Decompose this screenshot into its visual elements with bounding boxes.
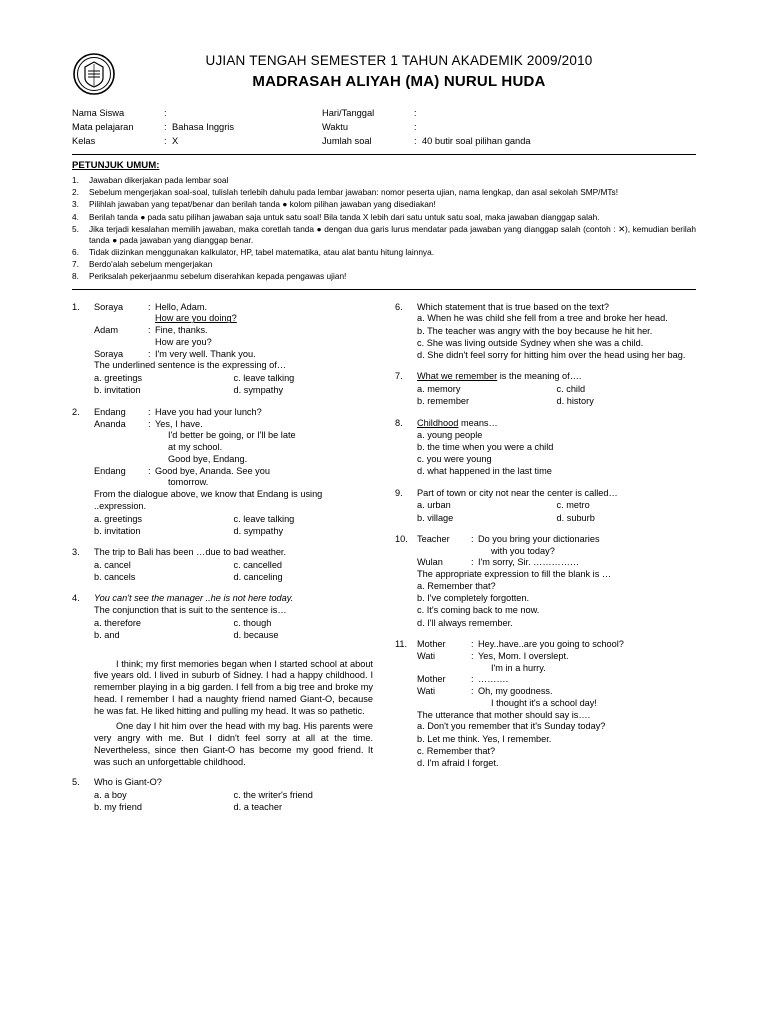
option-b[interactable] — [94, 630, 234, 642]
identity-left — [72, 108, 322, 148]
option-key: c. — [233, 790, 241, 801]
identity-colon: : — [164, 135, 167, 146]
dialogue-line — [94, 325, 373, 337]
option-key: d. — [417, 466, 425, 477]
option-key: b. — [417, 325, 425, 336]
option-a[interactable] — [417, 313, 696, 325]
dialogue-line: I'm in a hurry. — [491, 662, 546, 673]
header-divider — [72, 154, 696, 155]
option-b[interactable] — [417, 593, 696, 605]
identity-colon: : — [414, 108, 417, 118]
dialogue-line: tomorrow. — [168, 477, 209, 488]
speaker-name: Mother — [417, 639, 446, 649]
option-key: d. — [233, 630, 242, 641]
question-stem — [417, 418, 696, 430]
instruction-number: 5. — [72, 223, 79, 234]
question-11 — [395, 639, 696, 770]
option-text: It's coming back to me now. — [426, 605, 540, 616]
option-d[interactable] — [417, 618, 696, 630]
option-key: b. — [94, 630, 102, 641]
option-c[interactable] — [417, 454, 696, 466]
options-grid — [94, 790, 373, 815]
option-a[interactable] — [94, 618, 234, 630]
option-text: The teacher was angry with the boy because he hit her. — [427, 325, 653, 336]
option-key: a. — [417, 313, 425, 324]
dialogue-line: I thought it's a school day! — [491, 697, 597, 708]
dialogue-line — [94, 407, 373, 419]
question-number: 5. — [72, 777, 80, 788]
option-key: b. — [417, 593, 425, 604]
question-8 — [395, 418, 696, 479]
option-d[interactable] — [234, 572, 374, 584]
identity-label: Waktu — [322, 121, 349, 132]
instruction-number: 4. — [72, 211, 79, 222]
instruction-item — [72, 259, 696, 270]
option-text: history — [566, 396, 594, 407]
speaker-text: ………. — [478, 674, 509, 685]
option-c[interactable] — [234, 514, 374, 526]
identity-label: Mata pelajaran — [72, 121, 134, 132]
option-key: b. — [94, 385, 102, 396]
instruction-text: Jika terjadi kesalahan memilih jawaban, maka coretlah tanda ● dengan dua garis lurus mendatar pada jawaban yang dianggap salah (contoh : ✕), kemudian berilah tanda ● pada jawaban yang dianggap benar. — [89, 223, 696, 245]
identity-block — [72, 108, 696, 148]
speaker-name: Soraya — [94, 348, 124, 359]
question-stem: Who is Giant-O? — [94, 777, 162, 788]
instruction-text: Pilihlah jawaban yang tepat/benar dan berilah tanda ● kolom pilihan jawaban yang disediakan! — [89, 199, 436, 210]
identity-value: 40 butir soal pilihan ganda — [422, 135, 531, 146]
passage-paragraph-1: I think; my first memories began when I started school at about five years old. I lived in suburb of Sidney. I had a happy childhood. I remember playing in a big garden. I fell from a big tree and broke my head. I remember I had a naughty friend named Giant-O, because he was fat. He liked hitting and pulling my head. It was so pathetic. — [94, 658, 373, 716]
instruction-text: Berilah tanda ● pada satu pilihan jawaban saja untuk satu soal! Bila tanda X lebih dari satu untuk satu soal, maka jawaban dianggap salah. — [89, 211, 600, 222]
identity-label: Jumlah soal — [322, 135, 372, 146]
question-7 — [395, 371, 696, 408]
option-d[interactable] — [417, 350, 696, 362]
option-text: sympathy — [243, 525, 284, 536]
question-number: 8. — [395, 417, 403, 428]
speaker-text: Oh, my goodness. — [478, 686, 553, 697]
speaker-text: Hello, Adam. — [155, 301, 208, 312]
option-key: d. — [233, 802, 242, 813]
instruction-item — [72, 187, 696, 198]
instructions-list — [72, 175, 696, 283]
question-number: 6. — [395, 301, 403, 312]
passage-paragraph-2: One day I hit him over the head with my bag. His parents were very angry with me. But I didn't feel sorry at all at the time. Nevertheless, since then Giant-O has become my good friend. It was such an unforgettable childhood. — [94, 721, 373, 767]
option-key: d. — [556, 512, 565, 523]
identity-right — [322, 108, 531, 148]
option-text: urban — [427, 500, 451, 511]
instruction-number: 8. — [72, 271, 79, 282]
option-text: Remember that? — [427, 580, 496, 591]
option-text: invitation — [104, 385, 141, 396]
option-key: a. — [94, 618, 102, 628]
speaker-colon: : — [148, 406, 151, 417]
option-key: c. — [417, 605, 425, 616]
speaker-text: Have you had your lunch? — [155, 406, 262, 417]
option-text: though — [243, 618, 272, 628]
option-key: d. — [417, 350, 425, 361]
speaker-colon: : — [471, 686, 474, 697]
identity-label: Nama Siswa — [72, 108, 125, 118]
option-a[interactable] — [94, 560, 234, 572]
instruction-number: 1. — [72, 174, 79, 185]
speaker-name: Soraya — [94, 301, 124, 312]
option-key: d. — [233, 385, 242, 396]
option-key: a. — [417, 580, 425, 591]
instruction-number: 6. — [72, 247, 79, 258]
question-stem: The utterance that mother should say is…. — [417, 709, 591, 720]
question-number: 4. — [72, 593, 80, 604]
option-text: cancels — [104, 572, 136, 583]
option-d[interactable] — [234, 385, 374, 397]
instruction-item — [72, 271, 696, 282]
option-a[interactable] — [417, 581, 696, 593]
option-c[interactable] — [234, 790, 374, 802]
right-column — [395, 302, 696, 824]
instruction-text: Sebelum mengerjakan soal-soal, tulislah terlebih dahulu pada lembar jawaban: nomor peserta ujian, nama lengkap, dan asal sekolah SMP/MTs! — [89, 187, 618, 198]
identity-row — [322, 108, 531, 120]
option-text: greetings — [104, 373, 143, 384]
option-d[interactable] — [557, 513, 697, 525]
question-number: 9. — [395, 487, 403, 498]
speaker-name: Endang — [94, 406, 126, 417]
option-c[interactable] — [417, 338, 696, 350]
underlined-phrase: Childhood — [417, 417, 459, 428]
dialogue-line: Good bye, Endang. — [168, 453, 248, 464]
question-stem: The appropriate expression to fill the blank is … — [417, 569, 612, 580]
option-key: c. — [233, 373, 241, 384]
questions-area — [72, 302, 696, 824]
option-text: a teacher — [243, 802, 283, 813]
instructions-divider — [72, 289, 696, 290]
option-text: greetings — [104, 513, 143, 524]
identity-row — [72, 108, 322, 120]
speaker-name: Mother — [417, 674, 446, 685]
identity-value: Bahasa Inggris — [172, 121, 235, 132]
option-text: remember — [427, 396, 470, 407]
option-b[interactable] — [417, 326, 696, 338]
option-b[interactable] — [94, 526, 234, 538]
option-key: a. — [94, 513, 102, 524]
speaker-colon: : — [471, 557, 474, 568]
identity-row — [322, 136, 531, 148]
option-d[interactable] — [417, 466, 696, 478]
school-crest-icon — [72, 52, 116, 96]
option-key: c. — [233, 618, 241, 628]
option-text: metro — [566, 500, 590, 511]
speaker-text: I'm very well. Thank you. — [155, 348, 256, 359]
identity-value: X — [172, 135, 179, 146]
question-number: 3. — [72, 547, 80, 558]
question-sentence: You can't see the manager ..he is not here today. — [94, 593, 294, 604]
dialogue-line — [417, 651, 696, 663]
question-stem: The trip to Bali has been …due to bad weather. — [94, 547, 287, 558]
speaker-colon: : — [471, 533, 474, 544]
speaker-name: Endang — [94, 465, 126, 476]
question-number: 11. — [395, 639, 408, 649]
option-text: you were young — [426, 454, 492, 465]
speaker-name: Adam — [94, 325, 119, 336]
question-4 — [72, 593, 373, 642]
option-text: young people — [427, 429, 483, 440]
option-key: c. — [417, 337, 425, 348]
option-key: c. — [417, 745, 425, 756]
option-d[interactable] — [234, 526, 374, 538]
speaker-text: Fine, thanks. — [155, 325, 208, 336]
option-text: leave talking — [243, 513, 295, 524]
option-text: Don't you remember that it's Sunday today? — [427, 721, 606, 732]
question-stem: Part of town or city not near the center is called… — [417, 487, 618, 498]
dialogue-line — [417, 639, 696, 651]
option-b[interactable] — [417, 396, 557, 408]
option-a[interactable] — [417, 500, 557, 512]
speaker-colon: : — [471, 650, 474, 661]
options-grid — [94, 514, 373, 539]
dialogue-line — [417, 674, 696, 686]
option-c[interactable] — [557, 384, 697, 396]
speaker-name: Wati — [417, 650, 436, 661]
option-key: d. — [233, 572, 242, 583]
option-text: invitation — [104, 525, 141, 536]
option-key: b. — [94, 525, 102, 536]
question-2 — [72, 407, 373, 538]
option-text: When he was child she fell from a tree and broke her head. — [427, 313, 668, 324]
stem-rest: is the meaning of…. — [497, 371, 582, 382]
speaker-name: Wati — [417, 686, 436, 697]
question-stem: From the dialogue above, we know that Endang is using ..expression. — [94, 489, 323, 511]
question-number: 2. — [72, 406, 80, 417]
speaker-text: Yes, I have. — [155, 418, 203, 429]
exam-title-line2: MADRASAH ALIYAH (MA) NURUL HUDA — [252, 73, 546, 91]
option-text: the writer's friend — [243, 790, 313, 801]
option-b[interactable] — [94, 572, 234, 584]
speaker-colon: : — [148, 465, 151, 476]
option-d[interactable] — [234, 802, 374, 814]
speaker-name: Ananda — [94, 418, 126, 429]
document-header — [72, 52, 696, 98]
instruction-number: 3. — [72, 199, 79, 210]
passage-spacer — [72, 652, 94, 769]
option-a[interactable] — [94, 373, 234, 385]
question-number: 7. — [395, 371, 403, 382]
dialogue-line: at my school. — [168, 442, 223, 453]
option-text: sympathy — [243, 385, 284, 396]
dialogue-line — [417, 534, 696, 546]
option-a[interactable] — [417, 384, 557, 396]
option-key: c. — [417, 454, 425, 465]
option-key: b. — [417, 396, 425, 407]
option-b[interactable] — [94, 385, 234, 397]
option-text: memory — [427, 384, 461, 395]
identity-label: Kelas — [72, 135, 96, 146]
option-text: Remember that? — [426, 745, 496, 756]
option-text: what happened in the last time — [427, 466, 552, 477]
left-column — [72, 302, 373, 824]
option-text: and — [104, 630, 120, 641]
option-key: d. — [233, 525, 242, 536]
option-key: a. — [94, 790, 102, 801]
identity-colon: : — [414, 121, 417, 132]
option-c[interactable] — [417, 605, 696, 617]
option-text: She was living outside Sydney when she was a child. — [426, 337, 644, 348]
speaker-text: Hey..have..are you going to school? — [478, 639, 624, 649]
instruction-item — [72, 175, 696, 186]
option-b[interactable] — [417, 442, 696, 454]
speaker-colon: : — [471, 674, 474, 685]
option-text: I'm afraid I forget. — [427, 758, 499, 769]
option-c[interactable] — [234, 560, 374, 572]
options-grid — [94, 373, 373, 398]
identity-row — [322, 122, 531, 134]
instruction-item — [72, 247, 696, 258]
option-b[interactable] — [417, 734, 696, 746]
instruction-text: Tidak diizinkan menggunakan kalkulator, HP, tabel matematika, atau alat bantu hitung lainnya. — [89, 247, 434, 258]
option-b[interactable] — [94, 802, 234, 814]
question-1 — [72, 302, 373, 398]
speaker-text: Do you bring your dictionaries — [478, 533, 600, 544]
identity-colon: : — [164, 108, 167, 118]
option-key: a. — [417, 429, 425, 440]
speaker-colon: : — [148, 418, 151, 429]
speaker-name: Wulan — [417, 557, 443, 568]
identity-colon: : — [164, 121, 167, 132]
instruction-text: Berdo'alah sebelum mengerjakan — [89, 259, 213, 270]
option-key: a. — [94, 373, 102, 384]
option-a[interactable] — [417, 430, 696, 442]
dialogue-line — [94, 349, 373, 361]
option-key: d. — [417, 758, 425, 769]
option-text: suburb — [566, 512, 595, 523]
identity-row — [72, 122, 322, 134]
option-text: cancelled — [243, 559, 283, 570]
option-text: therefore — [104, 618, 142, 628]
option-key: a. — [417, 384, 425, 395]
option-key: c. — [556, 384, 564, 395]
option-d[interactable] — [234, 630, 374, 642]
option-a[interactable] — [417, 721, 696, 733]
option-key: c. — [233, 559, 241, 570]
option-text: cancel — [104, 559, 131, 570]
instruction-item — [72, 199, 696, 210]
option-text: my friend — [104, 802, 143, 813]
underlined-sentence: How are you doing? — [155, 313, 237, 324]
option-key: b. — [417, 441, 425, 452]
option-text: Let me think. Yes, I remember. — [427, 733, 552, 744]
instruction-text: Jawaban dikerjakan pada lembar soal — [89, 174, 229, 185]
options-grid — [94, 560, 373, 585]
option-key: d. — [417, 617, 425, 628]
question-stem: The conjunction that is suit to the sentence is… — [94, 605, 287, 616]
option-text: child — [566, 384, 586, 395]
option-text: I'll always remember. — [427, 617, 513, 628]
speaker-colon: : — [148, 348, 151, 359]
dialogue-line: How are you? — [155, 336, 212, 347]
question-stem: Which statement that is true based on the text? — [417, 301, 610, 312]
dialogue-line — [94, 302, 373, 314]
options-grid — [94, 618, 373, 643]
option-c[interactable] — [234, 618, 374, 630]
option-c[interactable] — [557, 500, 697, 512]
speaker-colon: : — [471, 639, 474, 649]
instruction-item — [72, 224, 696, 246]
question-9 — [395, 488, 696, 525]
option-b[interactable] — [417, 513, 557, 525]
question-6 — [395, 302, 696, 363]
option-text: leave talking — [243, 373, 295, 384]
question-stem — [417, 371, 696, 383]
option-key: a. — [94, 559, 102, 570]
speaker-colon: : — [148, 301, 151, 312]
option-a[interactable] — [94, 790, 234, 802]
options-grid — [417, 384, 696, 409]
option-key: b. — [94, 572, 102, 583]
option-key: b. — [94, 802, 102, 813]
dialogue-line — [94, 419, 373, 431]
speaker-text: Good bye, Ananda. See you — [155, 465, 270, 476]
speaker-colon: : — [148, 325, 151, 336]
option-key: a. — [417, 721, 425, 732]
dialogue-line — [417, 557, 696, 569]
speaker-name: Teacher — [417, 533, 450, 544]
dialogue-line: with you today? — [491, 545, 555, 556]
stem-rest: means… — [458, 417, 498, 428]
identity-colon: : — [414, 135, 417, 146]
options-grid — [417, 500, 696, 525]
option-key: d. — [556, 396, 565, 407]
instruction-item — [72, 212, 696, 223]
option-key: c. — [556, 500, 564, 511]
option-text: I've completely forgotten. — [427, 593, 530, 604]
identity-label: Hari/Tanggal — [322, 108, 375, 118]
question-5 — [72, 777, 373, 814]
dialogue-line: I'd better be going, or I'll be late — [168, 430, 296, 441]
option-text: village — [427, 512, 454, 523]
question-number: 10. — [395, 533, 408, 544]
question-stem: The underlined sentence is the expressing of… — [94, 360, 287, 371]
dialogue-line — [94, 466, 373, 478]
option-text: She didn't feel sorry for hitting him over the head using her bag. — [427, 350, 686, 361]
dialogue-line — [417, 686, 696, 698]
reading-passage — [72, 652, 373, 769]
question-10 — [395, 534, 696, 630]
option-a[interactable] — [94, 514, 234, 526]
option-key: a. — [417, 500, 425, 511]
option-text: canceling — [243, 572, 283, 583]
option-key: b. — [417, 512, 425, 523]
option-key: c. — [233, 513, 241, 524]
question-number: 1. — [72, 301, 80, 312]
speaker-text: Yes, Mom. I overslept. — [478, 650, 569, 661]
option-text: the time when you were a child — [427, 441, 554, 452]
question-3 — [72, 547, 373, 584]
option-text: because — [243, 630, 279, 641]
option-c[interactable] — [234, 373, 374, 385]
option-d[interactable] — [417, 758, 696, 770]
instructions-title: PETUNJUK UMUM: — [72, 159, 160, 171]
option-c[interactable] — [417, 746, 696, 758]
identity-row — [72, 136, 322, 148]
option-text: a boy — [104, 790, 127, 801]
speaker-text: I'm sorry, Sir. …………… — [478, 557, 580, 568]
instruction-number: 2. — [72, 187, 79, 198]
exam-title-line1: UJIAN TENGAH SEMESTER 1 TAHUN AKADEMIK 2009/2010 — [205, 53, 593, 68]
option-d[interactable] — [557, 396, 697, 408]
instruction-number: 7. — [72, 259, 79, 270]
underlined-phrase: What we remember — [417, 371, 498, 382]
option-key: b. — [417, 733, 425, 744]
instruction-text: Periksalah pekerjaanmu sebelum diserahkan kepada pengawas ujian! — [89, 271, 347, 282]
